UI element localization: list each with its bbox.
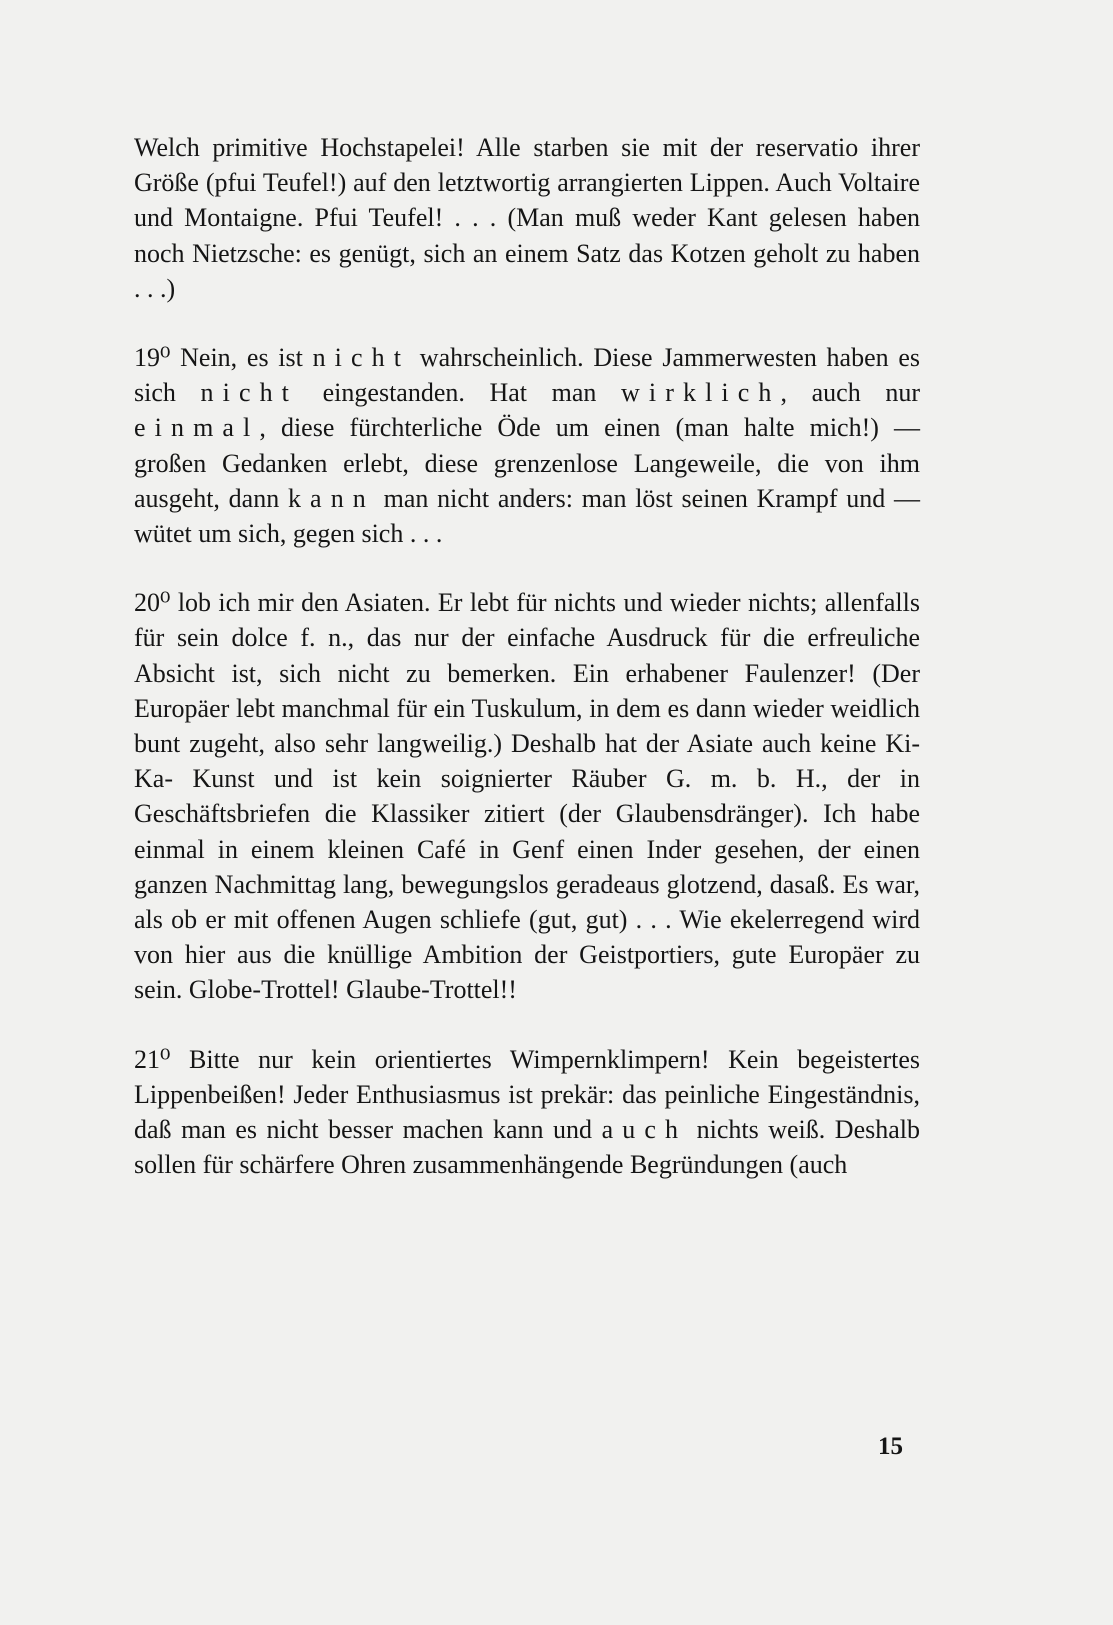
paragraph-19-part: eingestanden. Hat man — [298, 378, 622, 408]
paragraph-19 — [134, 340, 920, 551]
emphasis-wirklich: wirklich — [621, 378, 781, 408]
emphasis-nicht: nicht — [312, 343, 411, 373]
emphasis-einmal: einmal — [134, 413, 260, 443]
page-number: 15 — [878, 1433, 903, 1460]
emphasis-kann: kann — [287, 483, 375, 513]
paragraph-gap — [134, 551, 920, 585]
paragraph-19-part: man nicht anders: man löst seinen Krampf und — wütet um sich, gegen sich . . . — [134, 483, 920, 549]
paragraph-19-part: , diese fürchterliche Öde um einen (man halte mich!) — großen Gedanken erlebt, diese grenzenlose Langeweile, die von ihm ausgeht, dann — [134, 413, 920, 513]
body-text — [134, 130, 920, 1182]
emphasis-auch: auch — [601, 1115, 688, 1145]
paragraph-19-part: wahrscheinlich. Diese Jammerwesten haben es sich — [134, 343, 921, 408]
paragraph-21-part: 21⁰ Bitte nur kein orientiertes Wimpernklimpern! Kein begeistertes Lippenbeißen! Jeder Enthusiasmus ist prekär: das peinliche Eingeständnis, daß man es nicht besser machen kann und — [134, 1044, 920, 1145]
paragraph-continuation: Welch primitive Hochstapelei! Alle starben sie mit der reservatio ihrer Größe (pfui Teufel!) auf den letztwortig arrangierten Lippen. Auch Voltaire und Montaigne. Pfui Teufel! . . . (Man muß weder Kant gelesen haben noch Nietzsche: es genügt, sich an einem Satz das Kotzen geholt zu haben . . .) — [134, 133, 920, 303]
emphasis-nicht: nicht — [200, 378, 299, 408]
paragraph-19-part: , auch nur — [780, 378, 920, 408]
paragraph-gap — [134, 1008, 920, 1042]
paragraph-19-part: 19⁰ Nein, es ist — [134, 343, 313, 373]
paragraph-21 — [134, 1042, 920, 1183]
paragraph-21-part: nichts weiß. Deshalb sollen für schärfere Ohren zusammenhängende Begründungen (auch — [134, 1115, 921, 1180]
paragraph-20: 20⁰ lob ich mir den Asiaten. Er lebt für nichts und wieder nichts; allenfalls für sein dolce f. n., das nur der einfache Ausdruck für die erfreuliche Absicht ist, sich nicht zu bemerken. Ein erhabener Faulenzer! (Der Europäer lebt manchmal für ein Tuskulum, in dem es dann wieder weidlich bunt zugeht, also sehr langweilig.) Deshalb hat der Asiate auch keine Ki- Ka- Kunst und ist kein soignierter Räuber G. m. b. H., der in Geschäftsbriefen die Klassiker zitiert (der Glaubensdränger). Ich habe einmal in einem kleinen Café in Genf einen Inder gesehen, der einen ganzen Nachmittag lang, bewegungslos geradeaus glotzend, dasaß. Es war, als ob er mit offenen Augen schliefe (gut, gut) . . . Wie ekelerregend wird von hier aus die knüllige Ambition der Geistportiers, gute Europäer zu sein. Globe-Trottel! Glaube-Trottel!! — [134, 588, 920, 1005]
paragraph-gap — [134, 306, 920, 340]
